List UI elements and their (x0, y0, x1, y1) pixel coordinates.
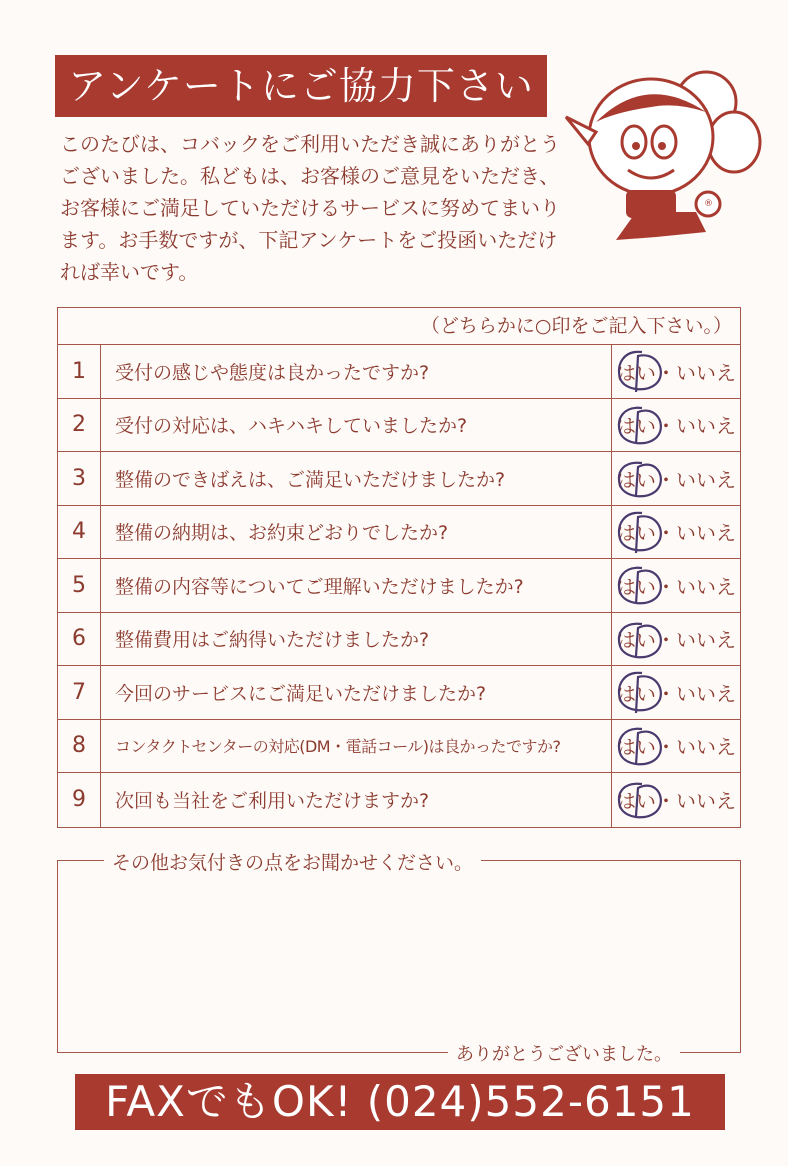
comment-box[interactable] (57, 860, 741, 1053)
answer-choice[interactable] (611, 720, 740, 773)
question-text: 受付の感じや態度は良かったですか? (115, 361, 430, 384)
question-number: 5 (58, 559, 101, 612)
answer-choice[interactable] (611, 452, 740, 505)
answer-choice[interactable] (611, 773, 740, 827)
answer-label: はい・いいえ (616, 789, 736, 814)
mascot-logo (556, 62, 766, 247)
question-number: 1 (58, 345, 101, 398)
answer-choice[interactable] (611, 399, 740, 452)
question-number: 8 (58, 720, 101, 773)
table-row (58, 452, 740, 506)
survey-table (57, 307, 741, 828)
comment-title: その他お気付きの点をお聞かせください。 (104, 848, 481, 875)
table-row (58, 559, 740, 613)
answer-label: はい・いいえ (616, 574, 736, 599)
question-text: 整備の内容等についてご理解いただけましたか? (115, 575, 524, 598)
intro-text: このたびは、コバックをご利用いただき誠にありがとうございました。私どもは、お客様のご意見をいただき、お客様にご満足していただけるサービスに努めてまいります。お手数ですが、下記アンケートをご投函いただければ幸いです。 (60, 132, 560, 284)
table-row (58, 666, 740, 720)
question-text: コンタクトセンターの対応(DM・電話コール)は良かったですか? (115, 737, 561, 757)
question-text: 次回も当社をご利用いただけますか? (115, 790, 430, 813)
survey-instruction: （どちらかに○印をご記入下さい。） (58, 308, 740, 345)
answer-choice[interactable] (611, 666, 740, 719)
answer-label: はい・いいえ (616, 521, 736, 546)
answer-label: はい・いいえ (616, 360, 736, 385)
table-row (58, 345, 740, 399)
svg-text:®: ® (704, 199, 713, 209)
answer-label: はい・いいえ (616, 628, 736, 653)
answer-choice[interactable] (611, 506, 740, 559)
question-text: 整備費用はご納得いただけましたか? (115, 629, 430, 652)
answer-label: はい・いいえ (616, 735, 736, 760)
table-row (58, 399, 740, 453)
answer-choice[interactable] (611, 559, 740, 612)
thanks-text: ありがとうございました。 (448, 1040, 680, 1066)
answer-label: はい・いいえ (616, 681, 736, 706)
question-number: 4 (58, 506, 101, 559)
page-title: アンケートにご協力下さい (55, 55, 547, 117)
table-row (58, 773, 740, 827)
question-number: 3 (58, 452, 101, 505)
table-row (58, 506, 740, 560)
question-text: 受付の対応は、ハキハキしていましたか? (115, 415, 468, 438)
question-text: 整備のできばえは、ご満足いただけましたか? (115, 468, 506, 491)
fax-banner: FAXでもOK! (024)552-6151 (75, 1074, 725, 1130)
question-number: 2 (58, 399, 101, 452)
answer-choice[interactable] (611, 345, 740, 398)
question-text: 整備の納期は、お約束どおりでしたか? (115, 522, 449, 545)
table-row (58, 720, 740, 774)
answer-choice[interactable] (611, 613, 740, 666)
question-number: 9 (58, 773, 101, 827)
table-row (58, 613, 740, 667)
answer-label: はい・いいえ (616, 467, 736, 492)
answer-label: はい・いいえ (616, 414, 736, 439)
question-text: 今回のサービスにご満足いただけましたか? (115, 682, 487, 705)
question-number: 7 (58, 666, 101, 719)
question-number: 6 (58, 613, 101, 666)
